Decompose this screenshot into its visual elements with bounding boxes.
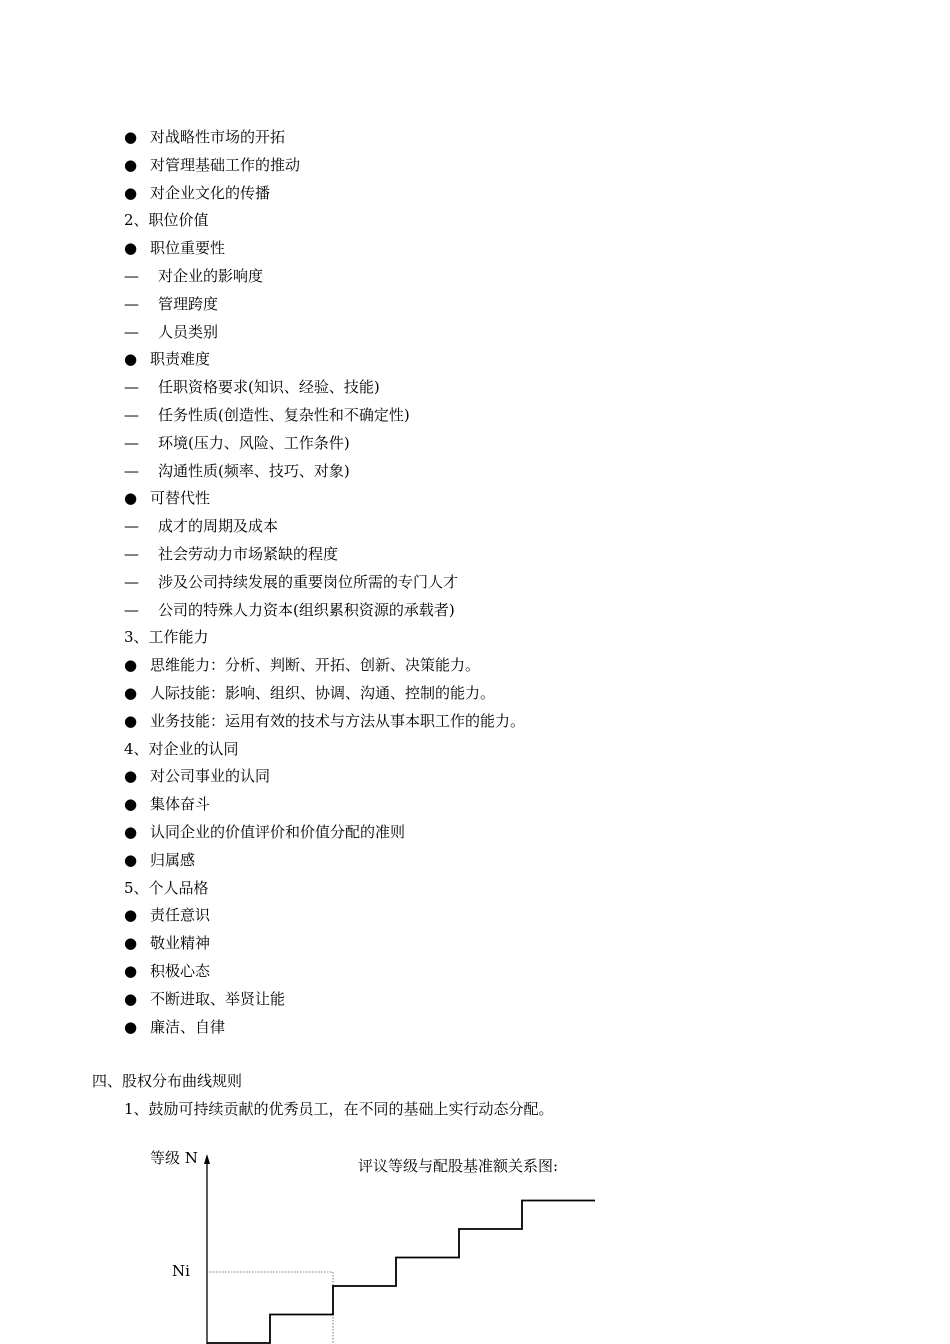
bullet-icon: ●: [124, 128, 138, 146]
bullet-item: 敬业精神: [150, 934, 211, 952]
bullet-item: 对管理基础工作的推动: [150, 156, 301, 174]
bullet-icon: ●: [124, 684, 138, 702]
bullet-icon: ●: [124, 990, 138, 1008]
bullet-item: 职位重要性: [150, 239, 226, 257]
bullet-icon: ●: [124, 795, 138, 813]
bullet-item: 职责难度: [150, 350, 211, 368]
bullet-item: 对战略性市场的开拓: [150, 128, 286, 146]
paragraph: 1、鼓励可持续贡献的优秀员工，在不同的基础上实行动态分配。: [124, 1100, 554, 1118]
bullet-icon: ●: [124, 156, 138, 174]
section-heading: 四、股权分布曲线规则: [92, 1072, 243, 1090]
sub-item: 任务性质(创造性、复杂性和不确定性): [158, 406, 410, 424]
dash-marker: —: [124, 434, 139, 452]
bullet-item: 业务技能：运用有效的技术与方法从事本职工作的能力。: [150, 712, 526, 730]
y-axis-arrow-icon: [204, 1154, 210, 1164]
y-marker-label: Ni: [172, 1262, 190, 1280]
bullet-icon: ●: [124, 712, 138, 730]
bullet-icon: ●: [124, 851, 138, 869]
chart-title: 评议等级与配股基准额关系图:: [358, 1157, 559, 1175]
bullet-icon: ●: [124, 656, 138, 674]
sub-item: 社会劳动力市场紧缺的程度: [158, 545, 339, 563]
dash-marker: —: [124, 545, 139, 563]
bullet-icon: ●: [124, 934, 138, 952]
numbered-heading: 3、工作能力: [124, 628, 209, 646]
dash-marker: —: [124, 295, 139, 313]
dash-marker: —: [124, 323, 139, 341]
sub-item: 公司的特殊人力资本(组织累积资源的承载者): [158, 601, 455, 619]
dash-marker: —: [124, 378, 139, 396]
sub-item: 管理跨度: [158, 295, 219, 313]
dash-marker: —: [124, 517, 139, 535]
sub-item: 任职资格要求(知识、经验、技能): [158, 378, 380, 396]
y-axis-label: 等级 N: [150, 1149, 198, 1167]
sub-item: 沟通性质(频率、技巧、对象): [158, 462, 350, 480]
bullet-icon: ●: [124, 823, 138, 841]
bullet-item: 可替代性: [150, 489, 211, 507]
sub-item: 对企业的影响度: [158, 267, 264, 285]
bullet-item: 对公司事业的认同: [150, 767, 271, 785]
sub-item: 涉及公司持续发展的重要岗位所需的专门人才: [158, 573, 459, 591]
bullet-item: 不断进取、举贤让能: [150, 990, 286, 1008]
bullet-item: 人际技能：影响、组织、协调、沟通、控制的能力。: [150, 684, 496, 702]
sub-item: 人员类别: [158, 323, 219, 341]
sub-item: 成才的周期及成本: [158, 517, 279, 535]
bullet-item: 廉洁、自律: [150, 1018, 226, 1036]
bullet-item: 责任意识: [150, 906, 211, 924]
bullet-icon: ●: [124, 350, 138, 368]
bullet-icon: ●: [124, 767, 138, 785]
bullet-icon: ●: [124, 1018, 138, 1036]
bullet-item: 归属感: [150, 851, 196, 869]
dash-marker: —: [124, 601, 139, 619]
bullet-item: 对企业文化的传播: [150, 184, 271, 202]
bullet-item: 思维能力：分析、判断、开拓、创新、决策能力。: [150, 656, 481, 674]
numbered-heading: 4、对企业的认同: [124, 740, 239, 758]
sub-item: 环境(压力、风险、工作条件): [158, 434, 350, 452]
bullet-icon: ●: [124, 906, 138, 924]
bullet-item: 认同企业的价值评价和价值分配的准则: [150, 823, 406, 841]
numbered-heading: 5、个人品格: [124, 879, 209, 897]
numbered-heading: 2、职位价值: [124, 211, 209, 229]
bullet-icon: ●: [124, 184, 138, 202]
bullet-icon: ●: [124, 489, 138, 507]
bullet-item: 积极心态: [150, 962, 211, 980]
bullet-icon: ●: [124, 239, 138, 257]
bullet-item: 集体奋斗: [150, 795, 211, 813]
dash-marker: —: [124, 406, 139, 424]
bullet-icon: ●: [124, 962, 138, 980]
dash-marker: —: [124, 462, 139, 480]
dash-marker: —: [124, 267, 139, 285]
dash-marker: —: [124, 573, 139, 591]
